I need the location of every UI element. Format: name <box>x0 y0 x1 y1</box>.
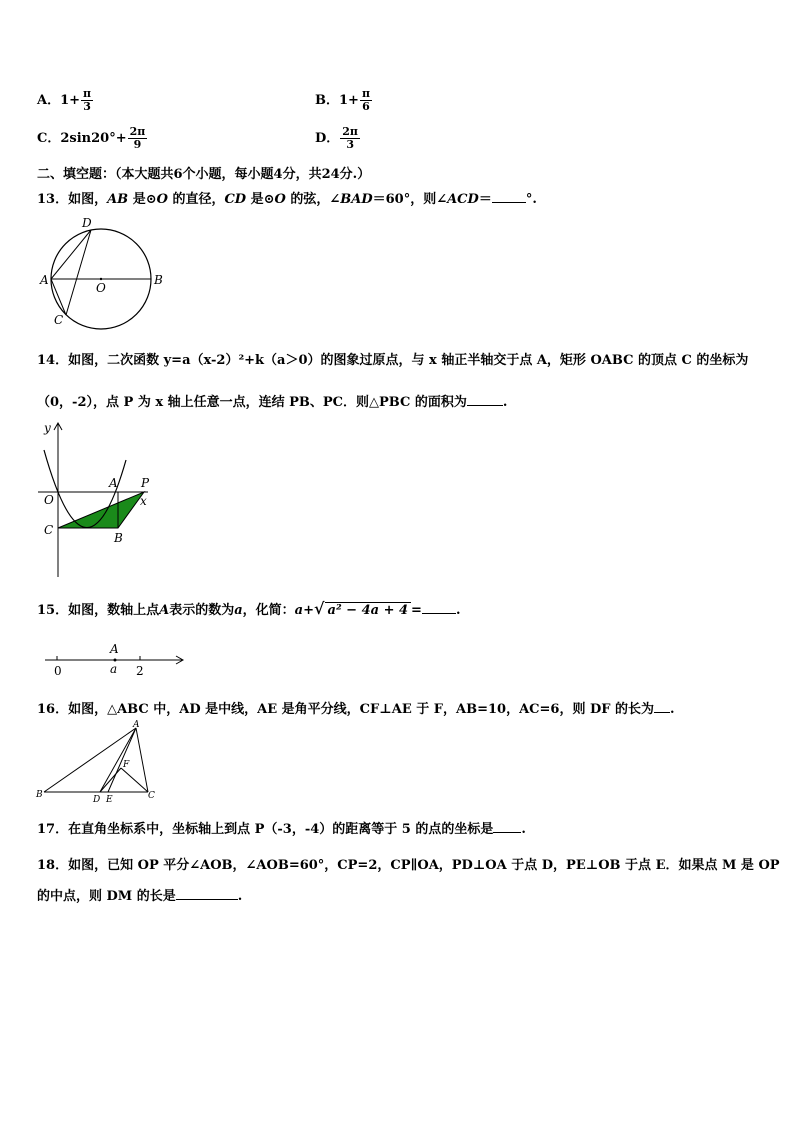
label-A: A <box>133 720 140 730</box>
label-two: 2 <box>136 664 144 678</box>
label-x: x <box>140 494 147 508</box>
choice-a: A．1+ $\frac{\pi}{3}$ <box>37 87 92 113</box>
choice-c: C．2sin20°+ $\frac{2\pi}{9}$ <box>37 125 146 151</box>
label-A: A <box>109 476 118 490</box>
question-14-line2: （0，-2），点 P 为 x 轴上任意一点，连结 PB、PC．则△PBC 的面积为 . <box>37 395 508 410</box>
label-F: F <box>123 760 130 770</box>
question-14-line1: 14．如图，二次函数 y=a（x-2）²+k（a＞0）的图象过原点，与 x 轴正半轴交于点 A，矩形 OABC 的顶点 C 的坐标为 <box>37 353 749 368</box>
label-C: C <box>44 523 54 537</box>
choice-a-fraction: $\frac{\pi}{3}$ <box>83 87 92 113</box>
label-C: C <box>54 313 64 327</box>
answer-blank[interactable] <box>492 192 526 203</box>
question-17: 17．在直角坐标系中，坐标轴上到点 P（-3，-4）的距离等于 5 的点的坐标是 . <box>37 822 526 837</box>
answer-blank[interactable] <box>176 889 238 900</box>
question-13: 13．如图，AB 是⊙O 的直径，CD 是⊙O 的弦，∠BAD＝60°，则∠ACD＝ °. <box>37 192 537 207</box>
choice-d-fraction: $\frac{2\pi}{3}$ <box>342 125 358 151</box>
choice-b-fraction: $\frac{\pi}{6}$ <box>361 87 370 113</box>
label-B: B <box>154 273 163 287</box>
choice-d: D． $\frac{2\pi}{3}$ <box>315 125 358 151</box>
label-B: B <box>114 531 123 545</box>
figure-14-parabola <box>36 420 166 580</box>
figure-15-number-line <box>40 640 190 680</box>
label-zero: 0 <box>54 664 62 678</box>
label-E: E <box>106 795 113 805</box>
label-O: O <box>96 281 106 295</box>
answer-blank[interactable] <box>654 702 670 713</box>
choice-b: B．1+ $\frac{\pi}{6}$ <box>315 87 370 113</box>
label-C: C <box>148 791 155 801</box>
answer-blank[interactable] <box>467 395 503 406</box>
answer-blank[interactable] <box>422 603 456 614</box>
label-a: a <box>110 662 118 676</box>
question-15: 15．如图，数轴上点A表示的数为a，化简：a+√ a² − 4a + 4 = . <box>37 599 461 618</box>
label-A: A <box>110 642 119 656</box>
choice-c-fraction: $\frac{2\pi}{9}$ <box>129 125 146 151</box>
question-16: 16．如图，△ABC 中，AD 是中线，AE 是角平分线，CF⊥AE 于 F，AB=10，AC=6，则 DF 的长为 . <box>37 702 675 717</box>
section-title: 二、填空题：（本大题共6个小题，每小题4分，共24分.） <box>37 167 371 182</box>
label-B: B <box>36 790 43 800</box>
sqrt-symbol: √ <box>314 599 325 618</box>
label-P: P <box>141 476 150 490</box>
label-A: A <box>40 273 49 287</box>
answer-blank[interactable] <box>493 822 521 833</box>
question-18-line2: 的中点，则 DM 的长是 . <box>37 889 243 904</box>
figure-13-circle <box>36 214 166 329</box>
label-y: y <box>44 421 51 435</box>
question-18-line1: 18．如图，已知 OP 平分∠AOB，∠AOB=60°，CP=2，CP∥OA，PD⊥OA 于点 D，PE⊥OB 于点 E．如果点 M 是 OP <box>37 858 780 873</box>
label-O: O <box>44 493 54 507</box>
label-D: D <box>82 216 92 230</box>
figure-16-triangle <box>36 720 166 810</box>
label-D: D <box>93 795 101 805</box>
